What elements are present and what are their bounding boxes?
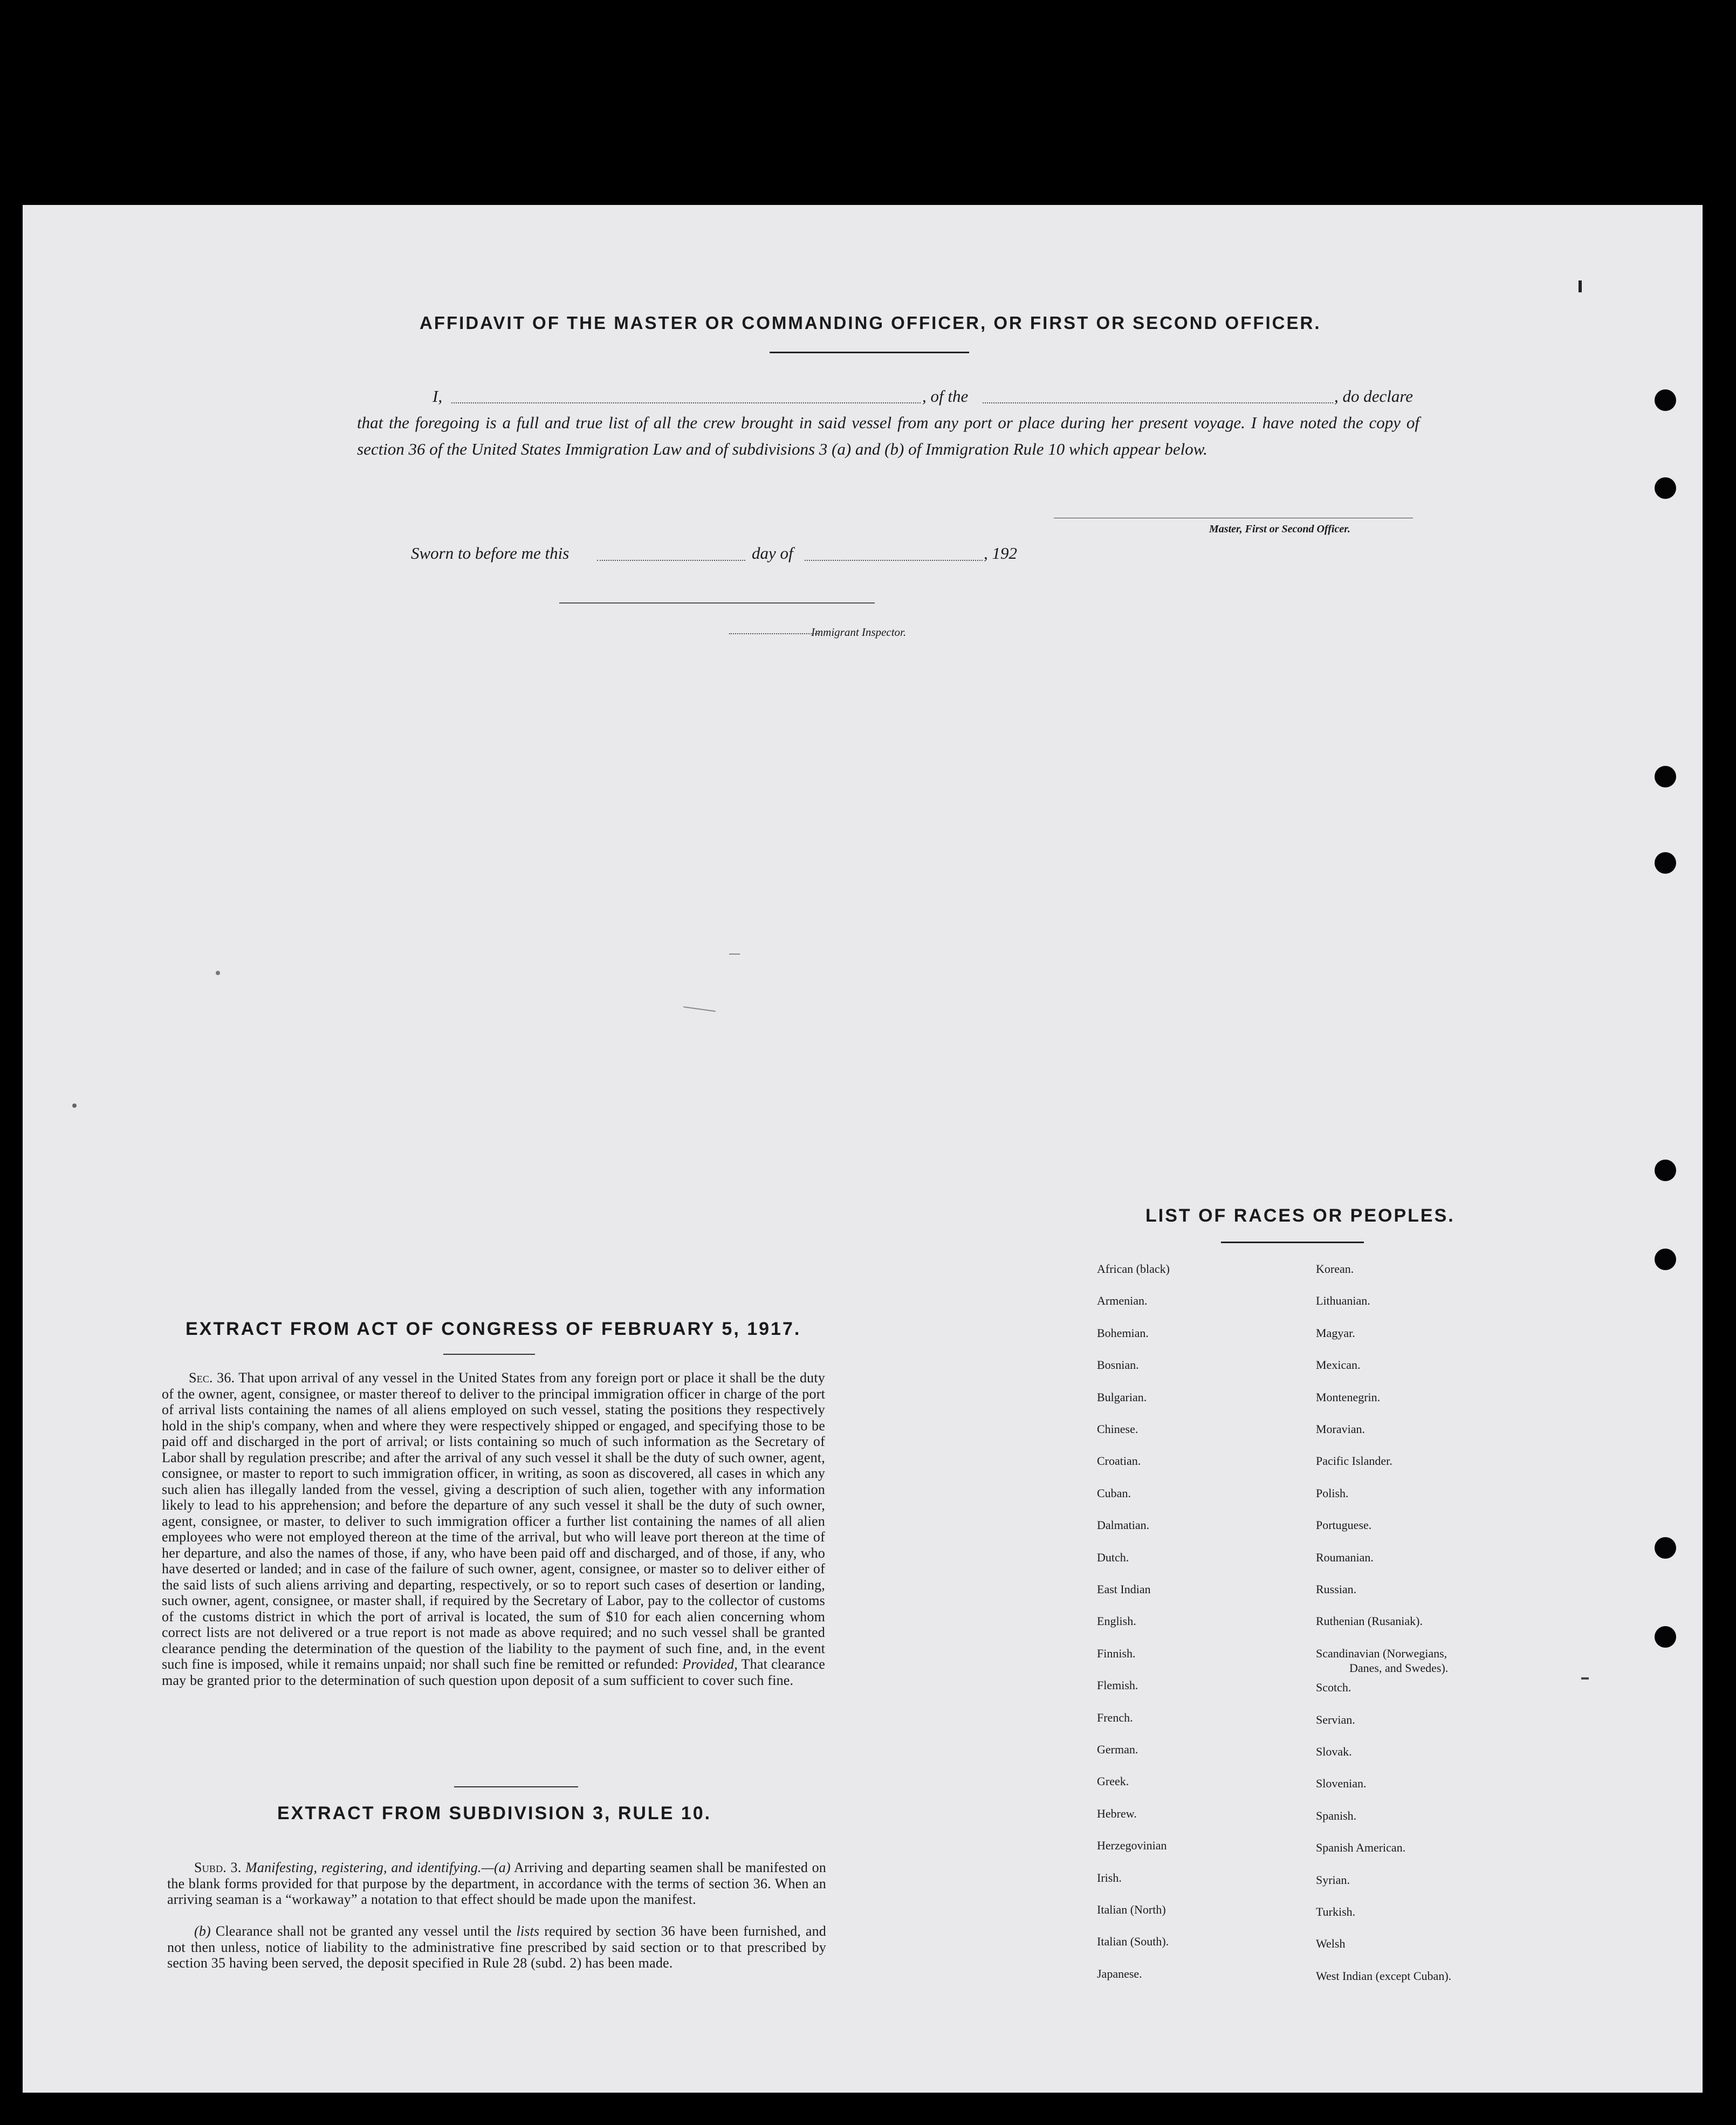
race-item: Bulgarian. [1097,1390,1147,1404]
rule-title: EXTRACT FROM SUBDIVISION 3, RULE 10. [277,1803,712,1824]
rule-top-rule [454,1786,578,1787]
race-item: Polish. [1316,1486,1349,1500]
scan-mark [729,954,740,955]
punch-hole [1655,1537,1676,1559]
day-blank[interactable] [597,560,745,561]
race-item: African (black) [1097,1262,1170,1276]
race-item: Croatian. [1097,1454,1141,1468]
punch-hole [1655,1160,1676,1181]
race-item: English. [1097,1614,1136,1628]
race-item: Pacific Islander. [1316,1454,1392,1468]
sworn-line [411,544,1112,565]
race-item: Dutch. [1097,1550,1129,1564]
punch-hole [1655,1249,1676,1270]
scan-mark [72,1103,77,1108]
race-item: Russian. [1316,1582,1357,1596]
year-text: , 192 [984,544,1017,563]
document-page [23,205,1703,2093]
race-item: West Indian (except Cuban). [1316,1969,1452,1983]
master-signature-label: Master, First or Second Officer. [1209,523,1350,535]
races-title-rule [1221,1242,1364,1243]
provided-word: Provided, [682,1656,738,1672]
races-title: LIST OF RACES OR PEOPLES. [1145,1205,1455,1226]
section-36-text [162,1370,825,1688]
race-item: Cuban. [1097,1486,1131,1500]
section-body-end: That clearance may be granted prior to the determination of such question upon deposit of a sum sufficient to cover such fine. [162,1656,825,1688]
subd-3-b-text [167,1923,826,1971]
race-item: Italian (North) [1097,1903,1166,1916]
section-label: Sec. 36. [189,1370,235,1386]
act-title-rule [443,1354,535,1355]
race-item: Moravian. [1316,1422,1366,1436]
race-item: Herzegovinian [1097,1839,1167,1853]
subd-label: Subd. 3. [194,1860,242,1875]
race-item: Portuguese. [1316,1518,1372,1532]
race-item: Slovenian. [1316,1777,1367,1791]
vessel-blank[interactable] [983,402,1333,403]
subd-b-label: (b) [194,1923,211,1939]
race-item: Scandinavian (Norwegians, [1316,1646,1447,1660]
inspector-label: Immigrant Inspector. [811,626,907,639]
scan-mark [1581,1677,1589,1680]
race-item: Syrian. [1316,1873,1350,1887]
race-item: Greek. [1097,1774,1129,1788]
scan-mark [216,971,220,975]
race-item: Irish. [1097,1870,1122,1884]
subd-b-text-1: Clearance shall not be granted any vessel until the [215,1923,512,1939]
race-item: Roumanian. [1316,1550,1374,1564]
scan-mark [1579,280,1582,292]
race-item: Korean. [1316,1262,1354,1276]
day-of-text: day of [752,544,793,563]
affidavit-i: I, [433,387,443,406]
race-item: Spanish American. [1316,1841,1406,1855]
race-item: Turkish. [1316,1905,1356,1918]
subd-a-text: Arriving and departing seamen shall be manifested on the blank forms provided for that purpose by the department, in accordance with the terms of section 36. When an arriving seaman is a “workaway” a notation to that effect should be made upon the manifest. [167,1860,826,1907]
race-item: Montenegrin. [1316,1390,1381,1404]
sworn-text: Sworn to before me this [411,544,569,563]
punch-hole [1655,1626,1676,1648]
affidavit-first-line [357,383,1419,409]
race-item: Flemish. [1097,1678,1138,1692]
race-item: Dalmatian. [1097,1518,1150,1532]
race-item: Armenian. [1097,1294,1148,1308]
punch-hole [1655,766,1676,787]
name-blank[interactable] [451,402,921,403]
subd-b-lists: lists [516,1923,540,1939]
race-item: German. [1097,1743,1138,1756]
race-item: Lithuanian. [1316,1294,1370,1308]
race-item: Hebrew. [1097,1806,1137,1820]
race-item: Bohemian. [1097,1326,1149,1340]
punch-hole [1655,477,1676,499]
race-item: Slovak. [1316,1745,1352,1758]
affidavit-body: that the foregoing is a full and true list of all the crew brought in said vessel from any port or place during her present voyage. I have noted the copy of section 36 of the United States Immigration Law and of subdivisions 3 (a) and (b) of Immigration Rule 10 which appear below. [357,413,1419,458]
subd-heading: Manifesting, registering, and identifying.— [245,1860,494,1875]
section-body: That upon arrival of any vessel in the United States from any foreign port or place it shall be the duty of the owner, agent, consignee, or master thereof to deliver to the principal immigration officer in charge of the port of arrival lists containing the names of all aliens employed on such vessel, stating the positions they respectively hold in the ship's company, when and where they were respectively shipped or engaged, and specifying those to be paid off and discharged in the port of arrival; or lists containing so much of such information as the Secretary of Labor shall by regulation prescribe; and after the arrival of any such vessel it shall be the duty of such owner, agent, consignee, or master to report to such immigration officer, in writing, as soon as discovered, all cases in which any such alien has illegally landed from the vessel, giving a description of such alien, together with any information likely to lead to his apprehension; and before the departure of any such vessel it shall be the duty of such owner, agent, consignee, or master, to deliver to such immigration officer a further list containing the names of all alien employees who were not employed thereon at the time of the arrival, but who will leave port thereon at the time of her departure, and also the names of those, if any, who have been paid off and discharged, and of those, if any, who have deserted or landed; and in case of the failure of such owner, agent, consignee, or master so to deliver either of the said lists of such aliens arriving and departing, respectively, or so to report such cases of desertion or landing, such owner, agent, consignee, or master shall, if required by the Secretary of Labor, pay to the collector of customs of the customs district in which the port of arrival is located, the sum of $10 for each alien concerning whom correct lists are not delivered or a true report is not made as above required; and no such vessel shall be granted clearance pending the determination of the question of the liability to the payment of such fine, and, in the event such fine is imposed, while it remains unpaid; nor shall such fine be remitted or refunded: [162,1370,826,1672]
subd-3-a-text [167,1860,826,1908]
race-item: Finnish. [1097,1646,1136,1660]
race-item: Japanese. [1097,1966,1142,1980]
race-item: Mexican. [1316,1358,1361,1372]
race-item: Welsh [1316,1937,1346,1951]
affidavit-of-the: , of the [922,387,969,406]
inspector-signature-line[interactable] [559,602,875,604]
race-item: Magyar. [1316,1326,1355,1340]
subd-a-label: (a) [493,1860,511,1875]
act-title: EXTRACT FROM ACT OF CONGRESS OF FEBRUARY 5, 1917. [186,1319,801,1339]
affidavit-do-declare: , do declare [1334,387,1413,406]
race-item: French. [1097,1710,1133,1724]
race-item: Chinese. [1097,1422,1138,1436]
month-blank[interactable] [805,560,983,561]
punch-hole [1655,389,1676,411]
subd-b-text-2: required by section 36 have been furnished, and not then unless, notice of liability to the administrative fine prescribed by said section or to that prescribed by section 35 having been served, the deposit specified in Rule 28 (subd. 2) has been made. [167,1923,826,1971]
race-item: Bosnian. [1097,1358,1139,1372]
race-item-scandinavian-cont: Danes, and Swedes). [1349,1661,1449,1675]
scan-mark [683,1006,716,1012]
affidavit-title: AFFIDAVIT OF THE MASTER OR COMMANDING OFFICER, OR FIRST OR SECOND OFFICER. [420,313,1321,333]
race-item: Ruthenian (Rusaniak). [1316,1614,1423,1628]
race-item: Spanish. [1316,1808,1357,1822]
inspector-dotted-line [729,633,818,634]
race-item: Servian. [1316,1712,1355,1726]
affidavit-title-rule [770,352,969,353]
race-item: Scotch. [1316,1681,1351,1695]
race-item: East Indian [1097,1582,1151,1596]
punch-hole [1655,852,1676,874]
race-item: Italian (South). [1097,1935,1169,1949]
